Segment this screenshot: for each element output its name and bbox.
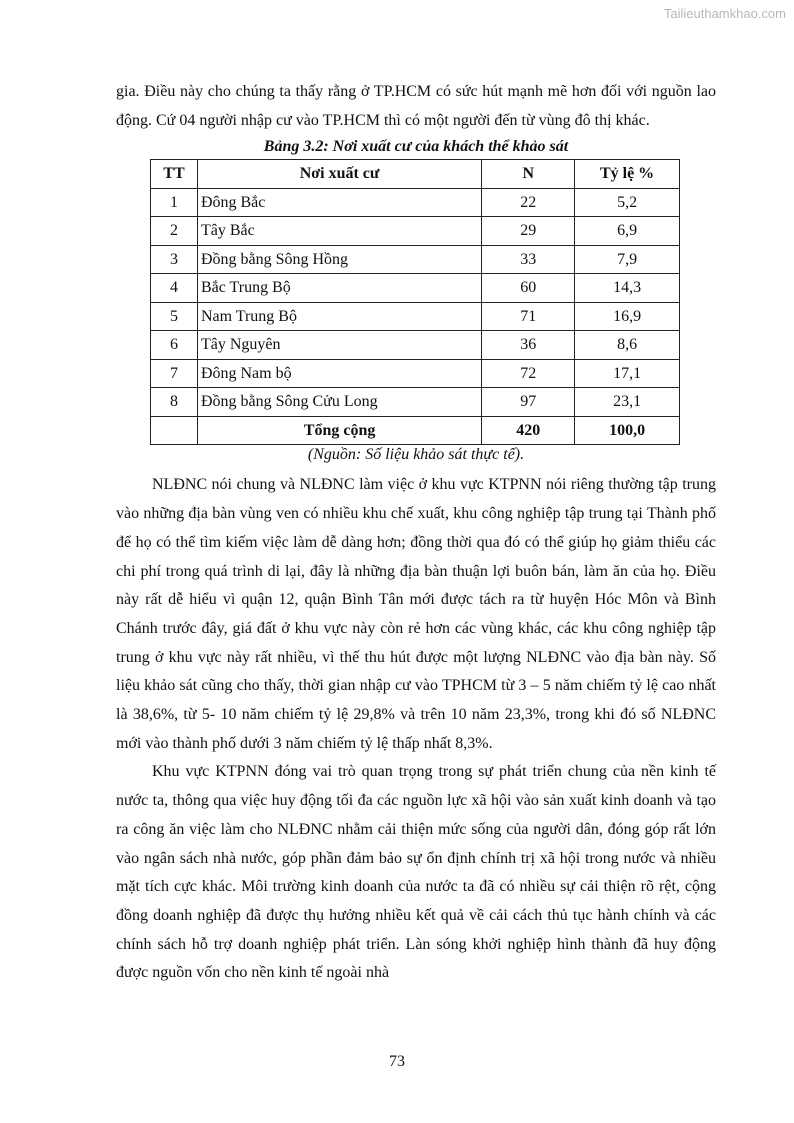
table-row [151, 331, 680, 360]
intro-paragraph: gia. Điều này cho chúng ta thấy rằng ở TP.HCM có sức hút mạnh mẽ hơn đối với nguồn lao động. Cứ 04 người nhập cư vào TP.HCM thì có một người đến từ vùng đô thị khác. [116, 83, 716, 129]
total-rate: 100,0 [575, 416, 680, 445]
table-source: (Nguồn: Số liệu khảo sát thực tế). [307, 446, 525, 464]
cell-tt: 2 [151, 217, 198, 246]
cell-rate: 7,9 [575, 245, 680, 274]
table-row [151, 188, 680, 217]
table-row [151, 359, 680, 388]
header-n: N [482, 160, 575, 189]
cell-place: Đồng bằng Sông Hồng [197, 245, 481, 274]
table-row [151, 302, 680, 331]
cell-n: 71 [482, 302, 575, 331]
cell-n: 22 [482, 188, 575, 217]
table-row [151, 245, 680, 274]
cell-rate: 17,1 [575, 359, 680, 388]
cell-rate: 8,6 [575, 331, 680, 360]
cell-place: Đông Nam bộ [197, 359, 481, 388]
cell-place: Đông Bắc [197, 188, 481, 217]
cell-place: Nam Trung Bộ [197, 302, 481, 331]
cell-n: 36 [482, 331, 575, 360]
cell-rate: 6,9 [575, 217, 680, 246]
table-total-row [151, 416, 680, 445]
watermark-text: Tailieuthamkhao.com [663, 6, 786, 21]
table-row [151, 274, 680, 303]
cell-place: Tây Nguyên [197, 331, 481, 360]
cell-rate: 14,3 [575, 274, 680, 303]
body-paragraph-2: NLĐNC nói chung và NLĐNC làm việc ở khu vực KTPNN nói riêng thường tập trung vào những địa bàn vùng ven có nhiều khu chế xuất, khu công nghiệp tập trung tại Thành phố để họ có thể tìm kiếm việc làm dễ dàng hơn; đồng thời qua đó có thể giúp họ giảm thiểu các chi phí trong quá trình di lại, đây là những địa bàn thuận lợi buôn bán, làm ăn của họ. Điều này rất dễ hiểu vì quận 12, quận Bình Tân mới được tách ra từ huyện Hóc Môn và Bình Chánh trước đây, giá đất ở khu vực này còn rẻ hơn các vùng khác, các khu công nghiệp tập trung ở khu vực này rất nhiều, vì thế thu hút được một lượng NLĐNC vào địa bàn này. Số liệu khảo sát cũng cho thấy, thời gian nhập cư vào TPHCM từ 3 – 5 năm chiếm tỷ lệ cao nhất là 38,6%, từ 5- 10 năm chiếm tỷ lệ 29,8% và trên 10 năm 23,3%, trong khi đó số NLĐNC mới vào thành phố dưới 3 năm chiếm tỷ lệ thấp nhất 8,3%. [116, 476, 716, 752]
document-body [116, 78, 716, 988]
cell-tt: 3 [151, 245, 198, 274]
total-n: 420 [482, 416, 575, 445]
cell-tt: 5 [151, 302, 198, 331]
origin-table [150, 159, 680, 445]
cell-tt-empty [151, 416, 198, 445]
header-rate: Tỷ lệ % [575, 160, 680, 189]
cell-tt: 8 [151, 388, 198, 417]
header-place: Nơi xuất cư [197, 160, 481, 189]
cell-tt: 4 [151, 274, 198, 303]
cell-n: 33 [482, 245, 575, 274]
cell-tt: 1 [151, 188, 198, 217]
cell-n: 29 [482, 217, 575, 246]
cell-n: 72 [482, 359, 575, 388]
cell-place: Đồng bằng Sông Cửu Long [197, 388, 481, 417]
page-number: 73 [389, 1053, 405, 1070]
table-header-row [151, 160, 680, 189]
total-label: Tổng cộng [197, 416, 481, 445]
table-row [151, 217, 680, 246]
cell-rate: 5,2 [575, 188, 680, 217]
body-paragraph-3: Khu vực KTPNN đóng vai trò quan trọng trong sự phát triển chung của nền kinh tế nước ta, thông qua việc huy động tối đa các nguồn lực xã hội vào sản xuất kinh doanh và tạo ra công ăn việc làm cho NLĐNC nhằm cải thiện mức sống của người dân, đóng góp rất lớn vào ngân sách nhà nước, góp phần đảm bảo sự ổn định chính trị xã hội trong nước và nhiều mặt tích cực khác. Môi trường kinh doanh của nước ta đã có nhiều sự cải thiện rõ rệt, cộng đồng doanh nghiệp đã được thụ hưởng nhiều kết quả về cải cách thủ tục hành chính và các chính sách hỗ trợ doanh nghiệp phát triển. Làn sóng khởi nghiệp hình thành đã huy động được nguồn vốn cho nền kinh tế ngoài nhà [116, 763, 716, 982]
cell-tt: 6 [151, 331, 198, 360]
cell-place: Bắc Trung Bộ [197, 274, 481, 303]
cell-place: Tây Bắc [197, 217, 481, 246]
cell-rate: 23,1 [575, 388, 680, 417]
cell-n: 97 [482, 388, 575, 417]
table-caption: Bảng 3.2: Nơi xuất cư của khách thể khảo sát [263, 138, 569, 156]
header-tt: TT [151, 160, 198, 189]
cell-rate: 16,9 [575, 302, 680, 331]
table-row [151, 388, 680, 417]
cell-tt: 7 [151, 359, 198, 388]
cell-n: 60 [482, 274, 575, 303]
